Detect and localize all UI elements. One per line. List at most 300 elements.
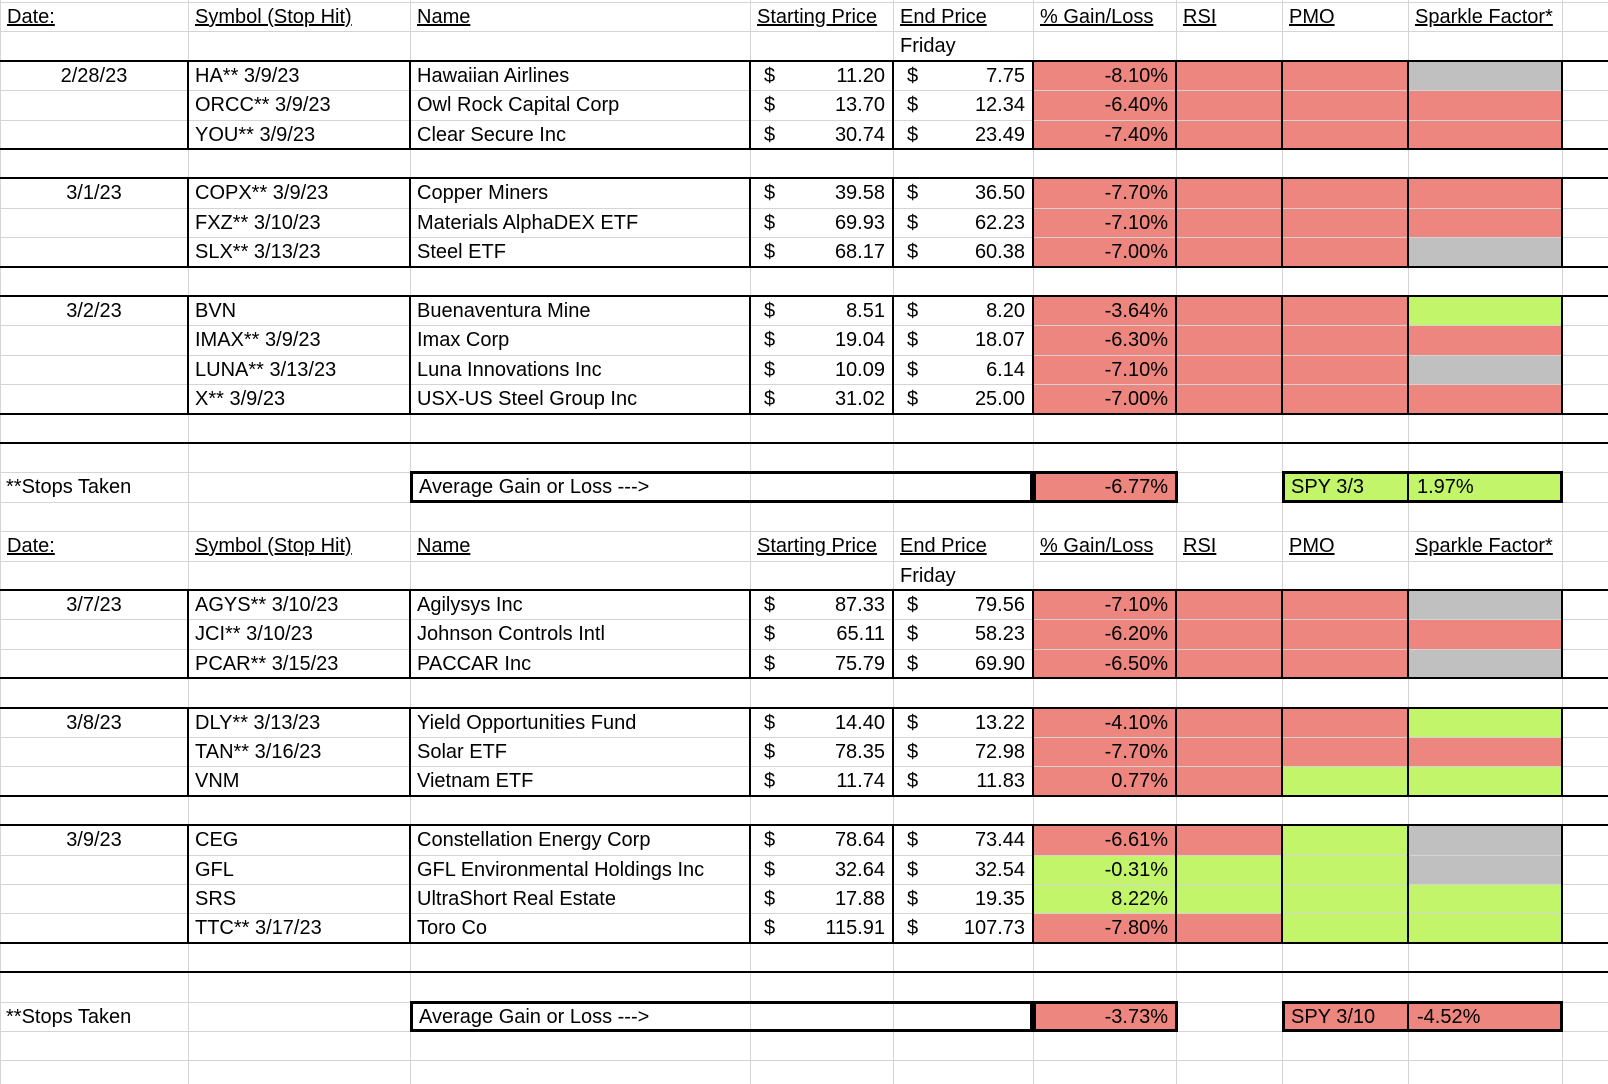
average-label: Average Gain or Loss ---> [419,476,650,498]
pmo-indicator [1283,767,1408,796]
column-header: End Price [900,535,987,557]
sparkle-factor-indicator [1409,326,1562,355]
rsi-indicator [1177,767,1282,796]
column-header: Date: [7,535,55,557]
row-starting-price: 39.58 [834,182,885,204]
group-column-border [1175,60,1177,150]
group-top-border [0,177,1608,179]
start-price-currency: $ [764,917,776,939]
group-top-border [0,589,1608,591]
rsi-indicator [1177,591,1282,619]
row-name: Imax Corp [417,329,510,351]
column-header: Symbol (Stop Hit) [195,6,352,28]
row-starting-price: 11.74 [836,770,885,792]
sparkle-factor-indicator [1409,826,1562,855]
sparkle-factor-indicator [1409,62,1562,90]
pmo-indicator [1283,91,1408,120]
rsi-indicator [1177,238,1282,267]
end-price-currency: $ [907,653,919,675]
pmo-indicator [1283,209,1408,237]
group-column-border [1032,295,1034,415]
sparkle-factor-indicator [1409,179,1562,208]
pmo-indicator [1283,591,1408,619]
row-end-price: 60.38 [974,241,1025,263]
group-column-border [187,589,189,679]
group-column-border [749,589,751,679]
row-gain-loss: -3.64% [1104,300,1168,322]
row-end-price: 18.07 [974,329,1025,351]
spy-label: SPY 3/3 [1291,476,1365,498]
group-top-border [0,295,1608,297]
column-header: Symbol (Stop Hit) [195,535,352,557]
stops-taken-note: **Stops Taken [6,476,132,498]
start-price-currency: $ [764,829,776,851]
start-price-currency: $ [764,94,776,116]
row-name: Vietnam ETF [417,770,534,792]
group-column-border [1175,589,1177,679]
pmo-indicator [1283,826,1408,855]
end-price-currency: $ [907,241,919,263]
group-column-border [1281,707,1283,797]
group-column-border [892,295,894,415]
row-symbol: ORCC** 3/9/23 [195,94,331,116]
group-column-border [1561,589,1563,679]
group-column-border [892,707,894,797]
end-price-currency: $ [907,829,919,851]
column-header: RSI [1183,6,1217,28]
start-price-currency: $ [764,653,776,675]
start-price-currency: $ [764,741,776,763]
row-name: Copper Miners [417,182,549,204]
end-price-currency: $ [907,888,919,910]
start-price-currency: $ [764,182,776,204]
row-symbol: YOU** 3/9/23 [195,124,316,146]
rsi-indicator [1177,826,1282,855]
group-column-border [187,295,189,415]
group-bottom-border [0,266,1608,268]
row-name: Materials AlphaDEX ETF [417,212,639,234]
row-end-price: 69.90 [974,653,1025,675]
end-price-currency: $ [907,65,919,87]
end-price-currency: $ [907,859,919,881]
row-symbol: JCI** 3/10/23 [195,623,313,645]
pmo-indicator [1283,885,1408,913]
start-price-currency: $ [764,888,776,910]
group-column-border [409,60,411,150]
row-gain-loss: -7.10% [1104,594,1168,616]
row-gain-loss: -7.10% [1104,212,1168,234]
column-header: Sparkle Factor* [1415,6,1553,28]
row-symbol: GFL [195,859,234,881]
row-end-price: 23.49 [974,124,1025,146]
sparkle-factor-indicator [1409,914,1562,943]
group-column-border [1561,60,1563,150]
group-column-border [1561,295,1563,415]
group-column-border [749,824,751,944]
group-column-border [187,824,189,944]
sparkle-factor-indicator [1409,91,1562,120]
spy-value: -4.52% [1417,1006,1481,1028]
group-column-border [892,177,894,268]
row-gain-loss: -7.70% [1104,182,1168,204]
row-gain-loss: 0.77% [1111,770,1168,792]
end-price-currency: $ [907,623,919,645]
spy-divider [1407,471,1409,503]
start-price-currency: $ [764,623,776,645]
column-header: PMO [1289,535,1335,557]
group-column-border [1032,707,1034,797]
pmo-indicator [1283,856,1408,884]
row-starting-price: 78.35 [834,741,885,763]
column-header: Starting Price [757,535,878,557]
column-header: Name [417,6,471,28]
sparkle-factor-indicator [1409,650,1562,678]
end-price-currency: $ [907,124,919,146]
row-starting-price: 68.17 [834,241,885,263]
row-name: Yield Opportunities Fund [417,712,637,734]
pmo-indicator [1283,650,1408,678]
row-symbol: X** 3/9/23 [195,388,286,410]
row-starting-price: 11.20 [836,65,885,87]
grid-line [0,1060,1608,1061]
row-starting-price: 19.04 [834,329,885,351]
group-column-border [892,824,894,944]
row-symbol: COPX** 3/9/23 [195,182,329,204]
column-header: PMO [1289,6,1335,28]
rsi-indicator [1177,179,1282,208]
start-price-currency: $ [764,712,776,734]
row-date: 2/28/23 [60,65,128,87]
row-symbol: IMAX** 3/9/23 [195,329,321,351]
row-gain-loss: -7.80% [1104,917,1168,939]
row-end-price: 36.50 [974,182,1025,204]
start-price-currency: $ [764,124,776,146]
group-column-border [1281,177,1283,268]
row-starting-price: 115.91 [825,917,885,939]
end-price-currency: $ [907,741,919,763]
group-column-border [409,295,411,415]
row-end-price: 11.83 [976,770,1025,792]
pmo-indicator [1283,356,1408,384]
row-end-price: 25.00 [974,388,1025,410]
row-gain-loss: -6.30% [1104,329,1168,351]
group-column-border [892,589,894,679]
row-end-price: 72.98 [974,741,1025,763]
rsi-indicator [1177,856,1282,884]
average-value: -6.77% [1104,476,1168,498]
row-end-price: 58.23 [974,623,1025,645]
rsi-indicator [1177,385,1282,414]
group-column-border [892,60,894,150]
row-starting-price: 17.88 [834,888,885,910]
pmo-indicator [1283,297,1408,325]
pmo-indicator [1283,62,1408,90]
start-price-currency: $ [764,300,776,322]
group-column-border [409,177,411,268]
sparkle-factor-indicator [1409,767,1562,796]
group-column-border [1407,824,1409,944]
group-bottom-border [0,148,1608,150]
row-end-price: 62.23 [974,212,1025,234]
rsi-indicator [1177,914,1282,943]
sparkle-factor-indicator [1409,121,1562,149]
sparkle-factor-indicator [1409,356,1562,384]
group-column-border [409,824,411,944]
stops-taken-note: **Stops Taken [6,1006,132,1028]
row-symbol: PCAR** 3/15/23 [195,653,339,675]
row-end-price: 13.22 [974,712,1025,734]
summary-separator [0,442,1608,444]
row-starting-price: 75.79 [834,653,885,675]
pmo-indicator [1283,738,1408,766]
average-label: Average Gain or Loss ---> [419,1006,650,1028]
sparkle-factor-indicator [1409,885,1562,913]
sparkle-factor-indicator [1409,591,1562,619]
row-starting-price: 78.64 [834,829,885,851]
row-gain-loss: -6.40% [1104,94,1168,116]
group-column-border [1175,824,1177,944]
row-gain-loss: -7.00% [1104,388,1168,410]
pmo-indicator [1283,179,1408,208]
row-end-price: 12.34 [974,94,1025,116]
row-starting-price: 87.33 [834,594,885,616]
group-column-border [187,60,189,150]
row-symbol: LUNA** 3/13/23 [195,359,337,381]
row-date: 3/7/23 [66,594,122,616]
row-starting-price: 13.70 [834,94,885,116]
row-gain-loss: -4.10% [1104,712,1168,734]
row-gain-loss: -6.50% [1104,653,1168,675]
group-column-border [749,60,751,150]
column-header: Name [417,535,471,557]
group-column-border [1032,177,1034,268]
row-symbol: FXZ** 3/10/23 [195,212,321,234]
row-gain-loss: -6.20% [1104,623,1168,645]
rsi-indicator [1177,620,1282,649]
start-price-currency: $ [764,329,776,351]
row-symbol: BVN [195,300,237,322]
group-top-border [0,707,1608,709]
row-date: 3/8/23 [66,712,122,734]
row-gain-loss: -7.00% [1104,241,1168,263]
row-symbol: SRS [195,888,237,910]
end-price-currency: $ [907,359,919,381]
group-column-border [1407,60,1409,150]
row-gain-loss: 8.22% [1111,888,1168,910]
rsi-indicator [1177,297,1282,325]
row-starting-price: 69.93 [834,212,885,234]
column-header: Sparkle Factor* [1415,535,1553,557]
end-price-currency: $ [907,770,919,792]
end-price-currency: $ [907,917,919,939]
rsi-indicator [1177,738,1282,766]
row-end-price: 19.35 [974,888,1025,910]
row-name: Constellation Energy Corp [417,829,651,851]
column-header: End Price [900,6,987,28]
end-price-subheader: Friday [900,35,956,57]
row-symbol: SLX** 3/13/23 [195,241,321,263]
group-column-border [1281,60,1283,150]
group-column-border [1032,824,1034,944]
group-column-border [1175,295,1177,415]
start-price-currency: $ [764,241,776,263]
group-column-border [1281,824,1283,944]
row-symbol: TTC** 3/17/23 [195,917,322,939]
group-column-border [1561,707,1563,797]
row-name: USX-US Steel Group Inc [417,388,638,410]
row-symbol: DLY** 3/13/23 [195,712,321,734]
start-price-currency: $ [764,859,776,881]
row-name: PACCAR Inc [417,653,532,675]
column-header: RSI [1183,535,1217,557]
row-starting-price: 10.09 [834,359,885,381]
spy-value: 1.97% [1417,476,1474,498]
row-end-price: 6.14 [986,359,1025,381]
group-column-border [187,707,189,797]
sparkle-factor-indicator [1409,738,1562,766]
row-end-price: 73.44 [974,829,1025,851]
row-end-price: 32.54 [974,859,1025,881]
group-top-border [0,60,1608,62]
end-price-subheader: Friday [900,565,956,587]
row-gain-loss: -7.70% [1104,741,1168,763]
column-header: Date: [7,6,55,28]
summary-separator [0,971,1608,973]
rsi-indicator [1177,62,1282,90]
sparkle-factor-indicator [1409,709,1562,737]
rsi-indicator [1177,650,1282,678]
group-bottom-border [0,677,1608,679]
row-symbol: CEG [195,829,239,851]
group-column-border [1281,295,1283,415]
group-column-border [1407,177,1409,268]
pmo-indicator [1283,620,1408,649]
row-date: 3/2/23 [66,300,122,322]
sparkle-factor-indicator [1409,620,1562,649]
sparkle-factor-indicator [1409,856,1562,884]
sparkle-factor-indicator [1409,209,1562,237]
group-column-border [1281,589,1283,679]
end-price-currency: $ [907,300,919,322]
row-starting-price: 14.40 [834,712,885,734]
rsi-indicator [1177,209,1282,237]
column-header: % Gain/Loss [1040,535,1154,557]
row-name: Steel ETF [417,241,506,263]
group-column-border [1032,60,1034,150]
rsi-indicator [1177,121,1282,149]
row-date: 3/9/23 [66,829,122,851]
rsi-indicator [1177,356,1282,384]
row-end-price: 79.56 [974,594,1025,616]
row-end-price: 8.20 [986,300,1025,322]
start-price-currency: $ [764,770,776,792]
group-column-border [1032,589,1034,679]
start-price-currency: $ [764,594,776,616]
column-header: % Gain/Loss [1040,6,1154,28]
rsi-indicator [1177,709,1282,737]
row-name: UltraShort Real Estate [417,888,616,910]
group-bottom-border [0,413,1608,415]
row-gain-loss: -6.61% [1104,829,1168,851]
group-top-border [0,824,1608,826]
group-column-border [1407,707,1409,797]
end-price-currency: $ [907,712,919,734]
rsi-indicator [1177,91,1282,120]
row-end-price: 107.73 [963,917,1025,939]
end-price-currency: $ [907,212,919,234]
group-column-border [1407,295,1409,415]
end-price-currency: $ [907,388,919,410]
row-gain-loss: -7.40% [1104,124,1168,146]
row-starting-price: 65.11 [836,623,885,645]
group-column-border [749,295,751,415]
start-price-currency: $ [764,212,776,234]
row-date: 3/1/23 [66,182,122,204]
row-end-price: 7.75 [986,65,1025,87]
end-price-currency: $ [907,182,919,204]
sparkle-factor-indicator [1409,385,1562,414]
row-name: Toro Co [417,917,488,939]
row-starting-price: 31.02 [834,388,885,410]
sparkle-factor-indicator [1409,297,1562,325]
row-gain-loss: -7.10% [1104,359,1168,381]
row-name: Solar ETF [417,741,508,763]
row-starting-price: 32.64 [834,859,885,881]
rsi-indicator [1177,326,1282,355]
pmo-indicator [1283,709,1408,737]
row-starting-price: 8.51 [846,300,885,322]
row-name: Johnson Controls Intl [417,623,605,645]
row-starting-price: 30.74 [834,124,885,146]
spy-divider [1407,1001,1409,1032]
row-name: Agilysys Inc [417,594,523,616]
group-column-border [1561,824,1563,944]
row-gain-loss: -0.31% [1104,859,1168,881]
pmo-indicator [1283,121,1408,149]
pmo-indicator [1283,238,1408,267]
group-column-border [1407,589,1409,679]
start-price-currency: $ [764,359,776,381]
start-price-currency: $ [764,388,776,410]
group-column-border [187,177,189,268]
pmo-indicator [1283,914,1408,943]
row-symbol: HA** 3/9/23 [195,65,300,87]
row-symbol: AGYS** 3/10/23 [195,594,339,616]
row-symbol: VNM [195,770,240,792]
sparkle-factor-indicator [1409,238,1562,267]
group-bottom-border [0,942,1608,944]
group-column-border [1175,177,1177,268]
average-value: -3.73% [1104,1006,1168,1028]
rsi-indicator [1177,885,1282,913]
group-column-border [749,707,751,797]
group-column-border [1561,177,1563,268]
pmo-indicator [1283,326,1408,355]
row-gain-loss: -8.10% [1104,65,1168,87]
row-name: Luna Innovations Inc [417,359,602,381]
row-name: Clear Secure Inc [417,124,566,146]
end-price-currency: $ [907,94,919,116]
group-column-border [409,589,411,679]
row-name: Owl Rock Capital Corp [417,94,620,116]
row-name: Buenaventura Mine [417,300,591,322]
grid-line [0,561,1608,562]
spy-label: SPY 3/10 [1291,1006,1376,1028]
row-symbol: TAN** 3/16/23 [195,741,322,763]
row-name: Hawaiian Airlines [417,65,570,87]
start-price-currency: $ [764,65,776,87]
group-column-border [749,177,751,268]
